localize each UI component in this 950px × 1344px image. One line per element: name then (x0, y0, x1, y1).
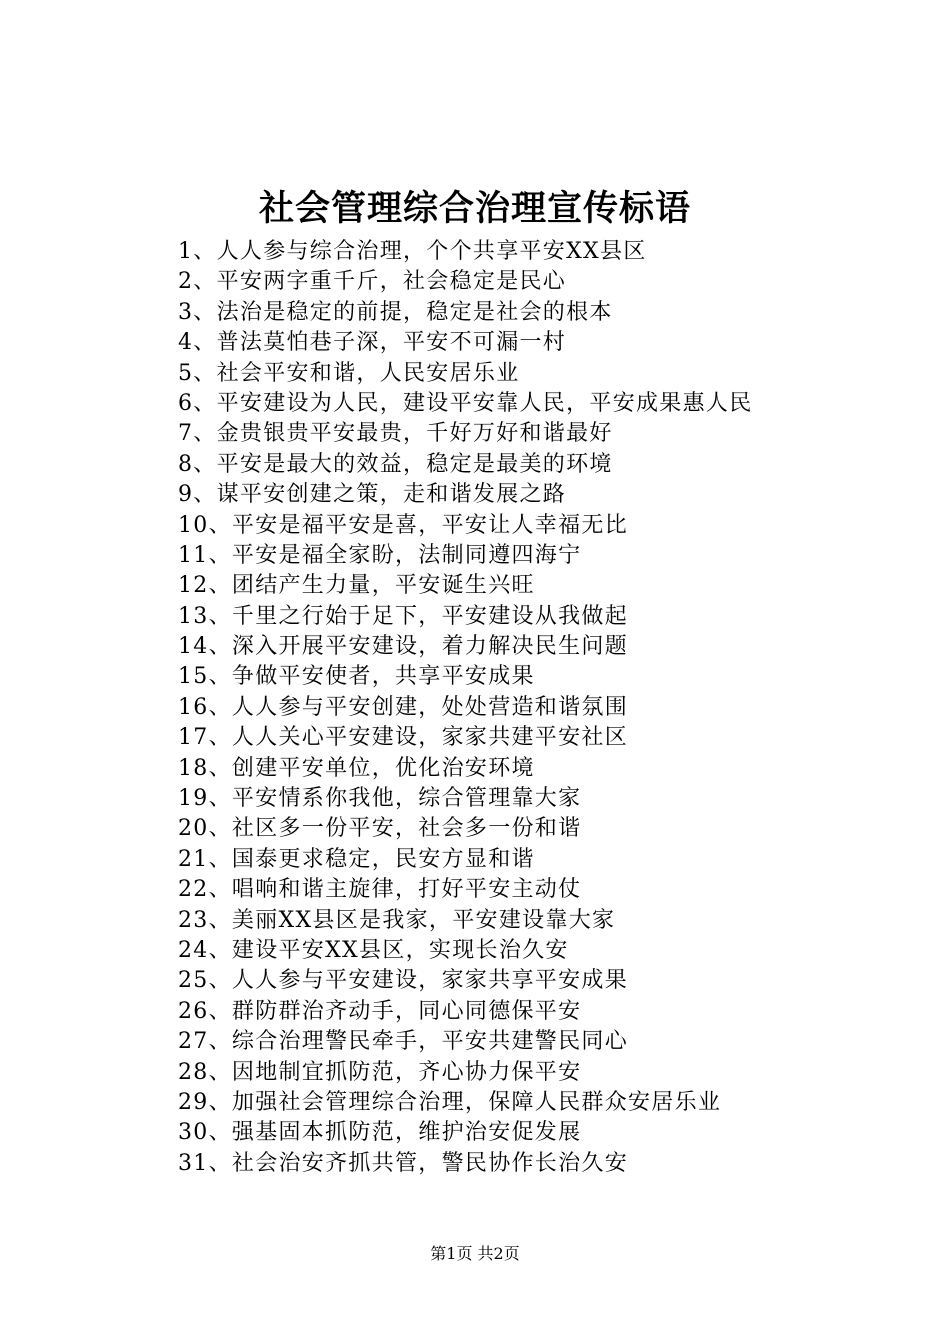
slogan-item: 31、社会治安齐抓共管，警民协作长治久安 (178, 1150, 628, 1176)
slogan-item: 5、社会平安和谐，人民安居乐业 (178, 360, 520, 386)
slogan-item: 1、人人参与综合治理，个个共享平安XX县区 (178, 239, 647, 264)
page-footer: 第1页 共2页 (430, 1244, 520, 1263)
slogan-item: 7、金贵银贵平安最贵，千好万好和谐最好 (178, 421, 613, 447)
slogan-item: 19、平安情系你我他，综合管理靠大家 (178, 786, 582, 812)
slogan-item: 20、社区多一份平安，社会多一份和谐 (178, 816, 582, 842)
slogan-item: 2、平安两字重千斤，社会稳定是民心 (178, 269, 567, 295)
slogan-item: 30、强基固本抓防范，维护治安促发展 (178, 1120, 582, 1146)
slogan-item: 16、人人参与平安创建，处处营造和谐氛围 (178, 694, 628, 720)
slogan-item: 10、平安是福平安是喜，平安让人幸福无比 (178, 512, 628, 538)
slogan-item: 4、普法莫怕巷子深，平安不可漏一村 (178, 330, 567, 356)
slogan-item: 3、法治是稳定的前提，稳定是社会的根本 (178, 299, 613, 325)
slogan-item: 8、平安是最大的效益，稳定是最美的环境 (178, 451, 613, 477)
document-title: 社会管理综合治理宣传标语 (258, 188, 691, 229)
slogan-item: 22、唱响和谐主旋律，打好平安主动仗 (178, 877, 582, 903)
slogan-item: 25、人人参与平安建设，家家共享平安成果 (178, 968, 628, 994)
slogan-item: 11、平安是福全家盼，法制同遵四海宁 (178, 542, 582, 568)
slogan-item: 24、建设平安XX县区，实现长治久安 (178, 937, 569, 963)
slogan-list (178, 237, 878, 1179)
slogan-item: 14、深入开展平安建设，着力解决民生问题 (178, 634, 628, 660)
slogan-item: 27、综合治理警民牵手，平安共建警民同心 (178, 1029, 628, 1055)
slogan-item: 26、群防群治齐动手，同心同德保平安 (178, 998, 582, 1024)
slogan-item: 28、因地制宜抓防范，齐心协力保平安 (178, 1059, 582, 1085)
slogan-item: 12、团结产生力量，平安诞生兴旺 (178, 573, 535, 599)
slogan-item: 21、国泰更求稳定，民安方显和谐 (178, 846, 535, 872)
slogan-item: 17、人人关心平安建设，家家共建平安社区 (178, 725, 628, 751)
slogan-item: 13、千里之行始于足下，平安建设从我做起 (178, 603, 628, 629)
slogan-item: 15、争做平安使者，共享平安成果 (178, 664, 535, 690)
slogan-item: 29、加强社会管理综合治理，保障人民群众安居乐业 (178, 1089, 722, 1115)
slogan-item: 9、谋平安创建之策，走和谐发展之路 (178, 482, 567, 508)
slogan-item: 23、美丽XX县区是我家，平安建设靠大家 (178, 907, 616, 933)
slogan-item: 6、平安建设为人民，建设平安靠人民，平安成果惠人民 (178, 390, 753, 416)
slogan-item: 18、创建平安单位，优化治安环境 (178, 755, 535, 781)
